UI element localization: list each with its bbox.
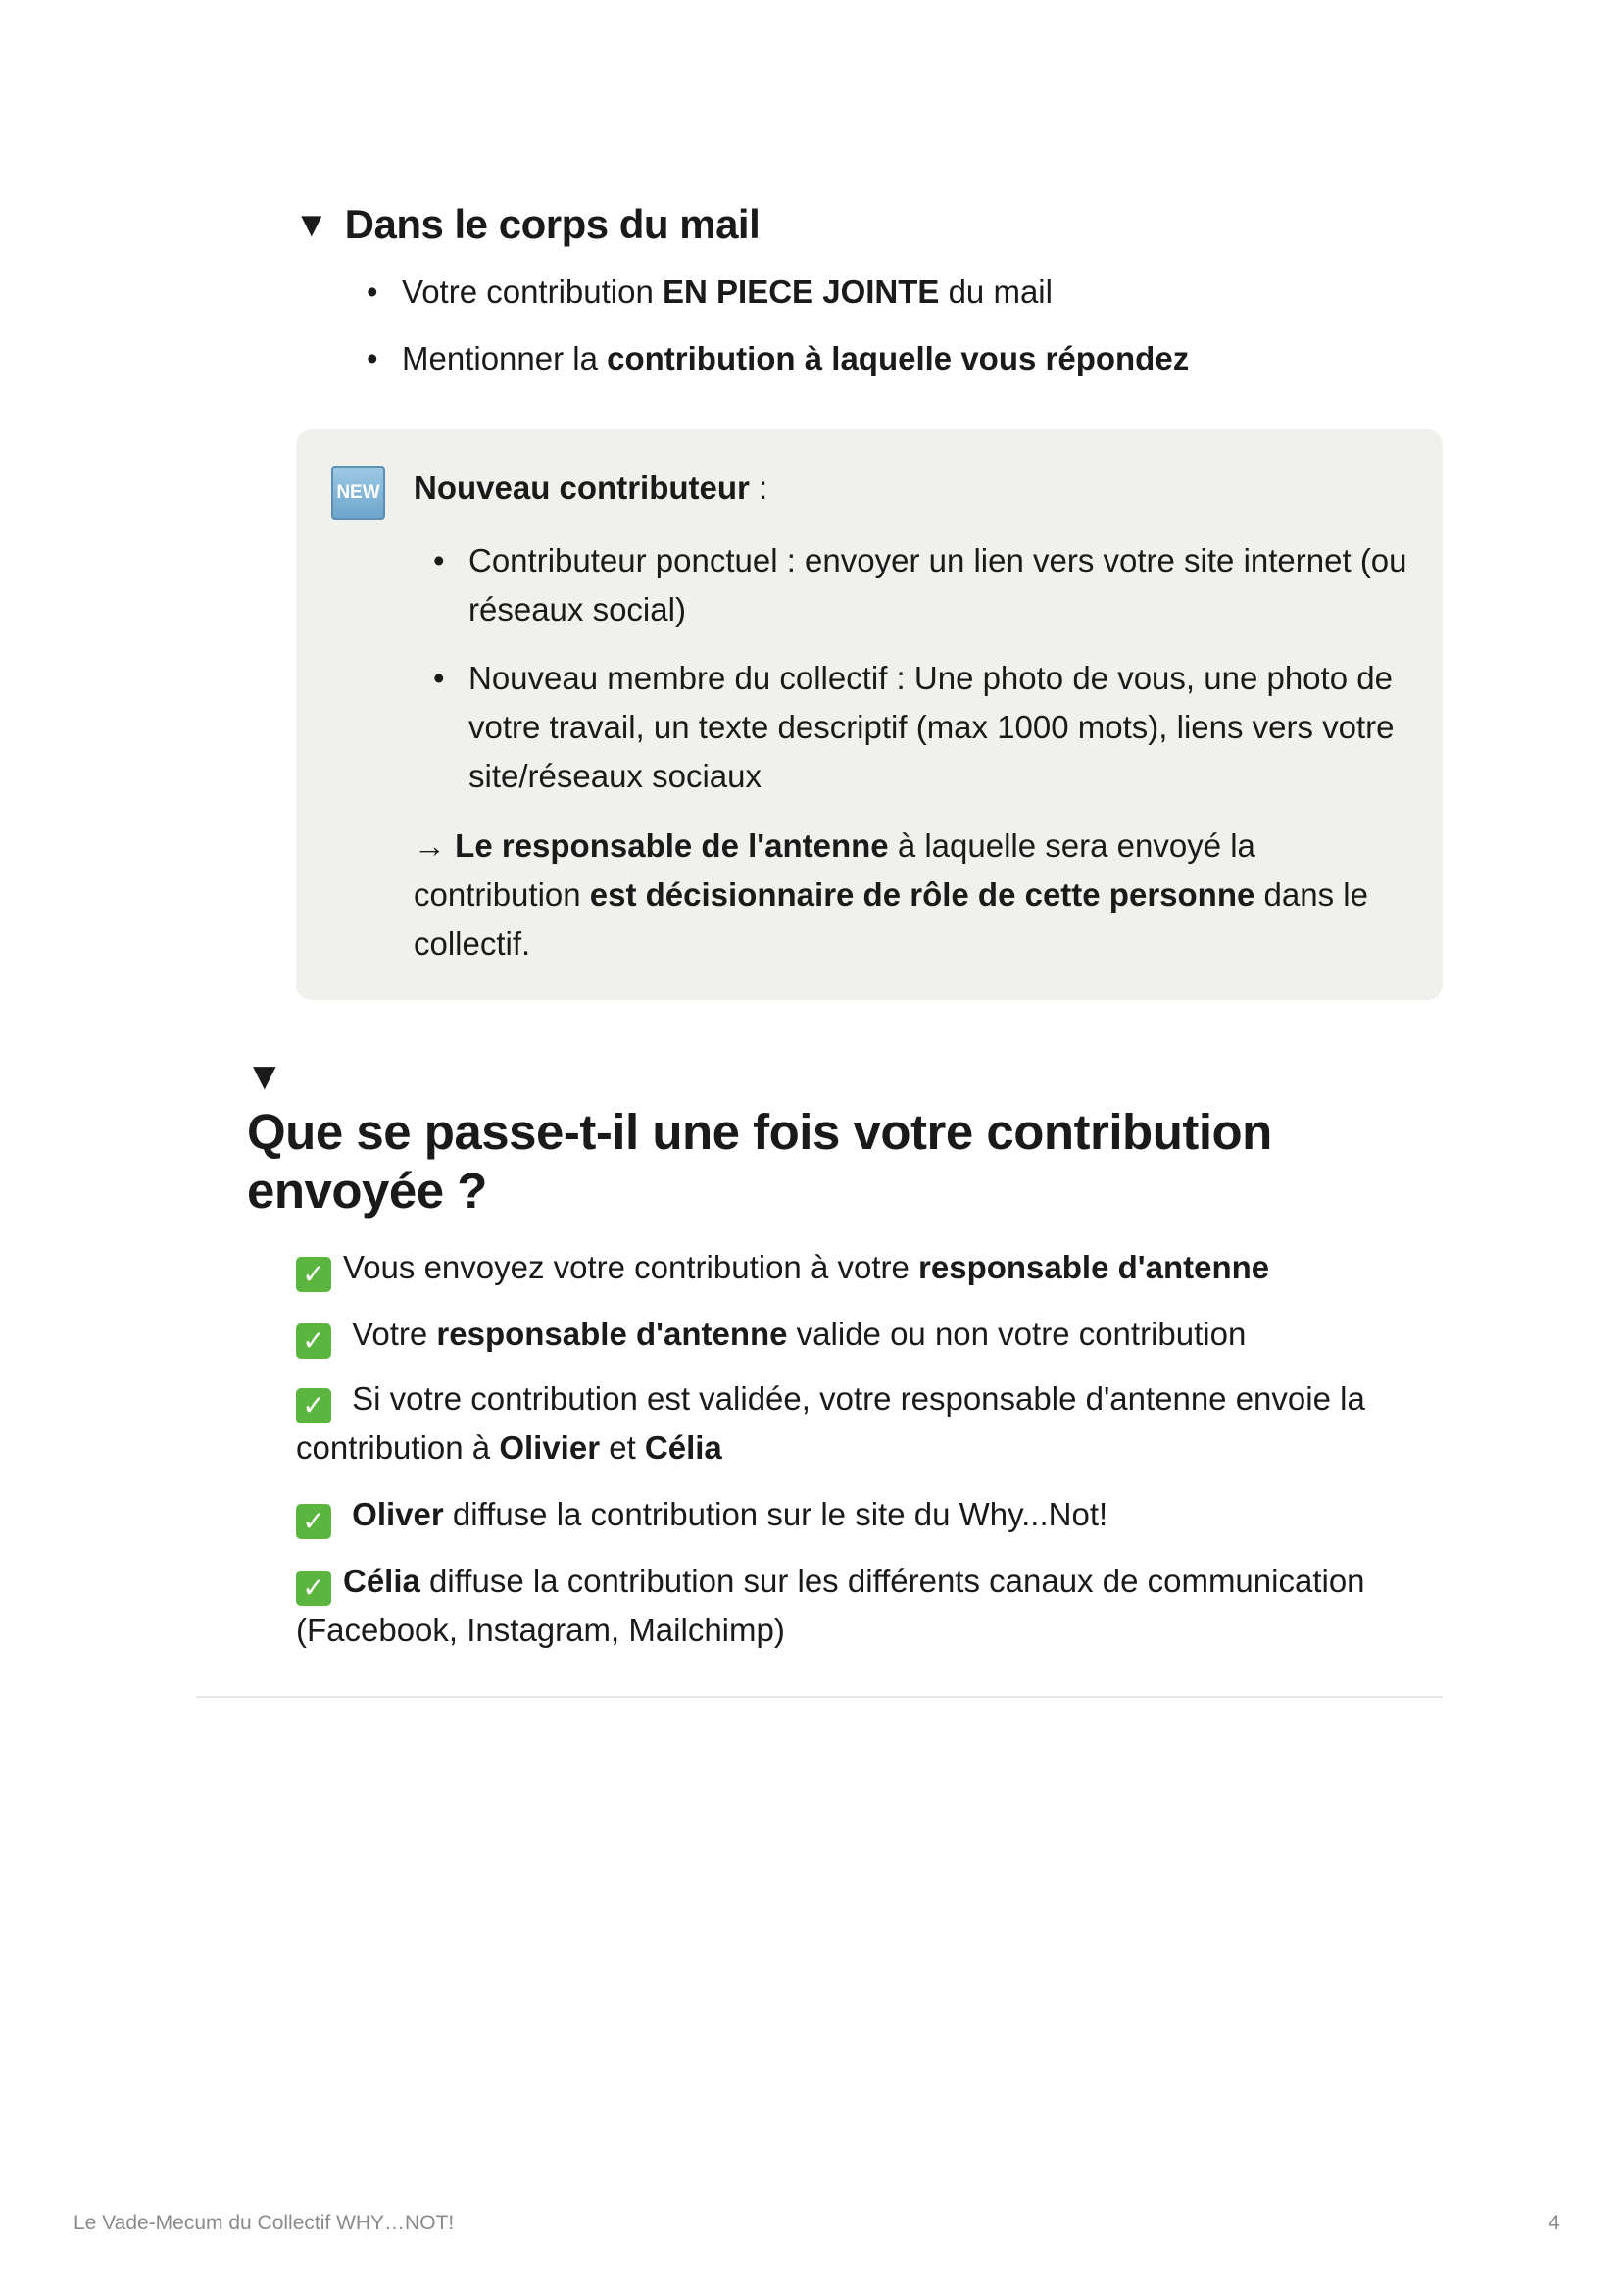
page-number: 4 xyxy=(1549,2212,1560,2234)
mail-body-list xyxy=(363,273,1189,406)
checkmark-icon: ✓ xyxy=(296,1257,331,1292)
new-icon: NEW xyxy=(331,466,385,520)
list-item: ✓ Si votre contribution est validée, votre responsable d'antenne envoie la contribution à Olivier et Célia xyxy=(296,1380,1365,1466)
checkmark-icon: ✓ xyxy=(296,1388,331,1423)
toggle-triangle-icon[interactable]: ▼ xyxy=(294,204,329,244)
list-item: ✓ Célia diffuse la contribution sur les différents canaux de communication (Facebook, Instagram, Mailchimp) xyxy=(296,1563,1365,1648)
page-title: Que se passe-t-il une fois votre contribution envoyée ? xyxy=(247,1104,1272,1219)
list-item: • Nouveau membre du collectif : Une photo de vous, une photo de votre travail, un texte descriptif (max 1000 mots), liens vers votre site/réseaux sociaux xyxy=(429,654,1419,801)
checkmark-icon: ✓ xyxy=(296,1504,331,1539)
decision-note: → Le responsable de l'antenne à laquelle sera envoyé la contribution est décisionnaire de rôle de cette personne dans le collectif. xyxy=(414,827,1368,962)
list-item: • Votre contribution EN PIECE JOINTE du mail xyxy=(363,273,1189,312)
toggle-triangle-icon[interactable]: ▼ xyxy=(245,1055,284,1098)
callout-title: Nouveau contributeur : xyxy=(414,470,768,506)
section-heading: Dans le corps du mail xyxy=(344,201,761,247)
list-item: ✓ Votre responsable d'antenne valide ou non votre contribution xyxy=(296,1310,1452,1359)
new-contributor-list xyxy=(429,536,1419,821)
footer-document-title: Le Vade-Mecum du Collectif WHY…NOT! xyxy=(74,2212,455,2234)
arrow-icon: → xyxy=(414,827,456,864)
divider xyxy=(196,1696,1443,1698)
checkmark-icon: ✓ xyxy=(296,1323,331,1359)
list-item: • Contributeur ponctuel : envoyer un lien vers votre site internet (ou réseaux social) xyxy=(429,536,1419,634)
toggle-heading-mail-body[interactable] xyxy=(294,201,760,248)
list-item: ✓ Vous envoyez votre contribution à votre responsable d'antenne xyxy=(296,1243,1452,1292)
list-item: ✓ Oliver diffuse la contribution sur le site du Why...Not! xyxy=(296,1490,1452,1539)
checkmark-icon: ✓ xyxy=(296,1571,331,1606)
list-item: • Mentionner la contribution à laquelle vous répondez xyxy=(363,339,1189,378)
